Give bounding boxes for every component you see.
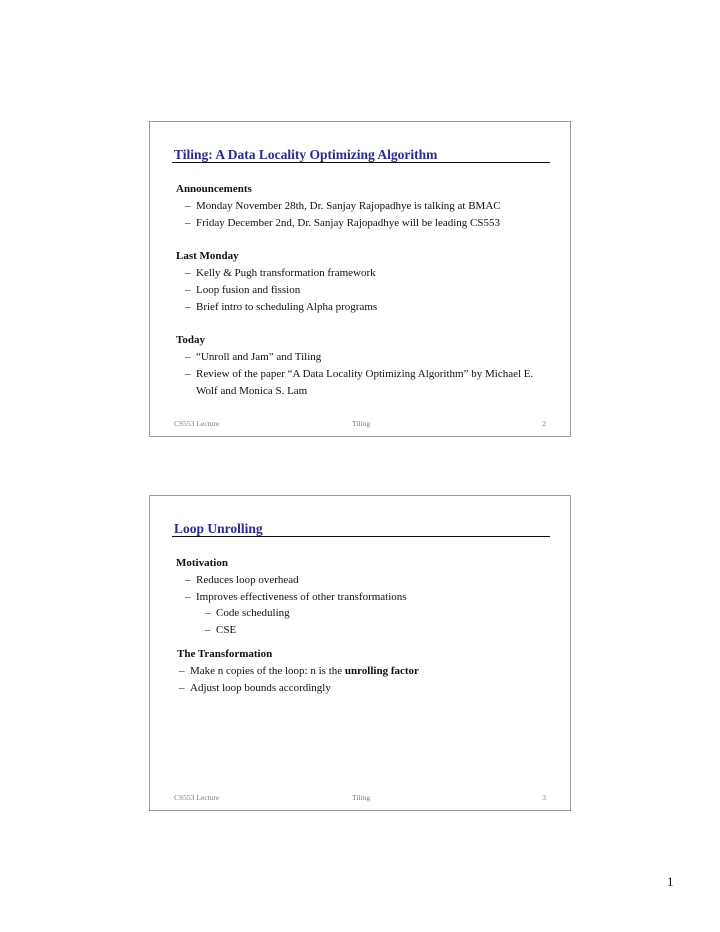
- bullet-item: – Improves effectiveness of other transformations: [176, 589, 556, 606]
- section-last-monday: [176, 248, 556, 315]
- slide-body: [176, 555, 556, 713]
- footer-slide-number: 2: [542, 419, 546, 428]
- slide-tiling: [149, 121, 571, 437]
- bullet-item: [176, 663, 556, 680]
- slide-loop-unrolling: [149, 495, 571, 811]
- section-heading: The Transformation: [177, 647, 273, 660]
- sub-bullet-item: – Code scheduling: [176, 605, 556, 622]
- bullet-item: – Adjust loop bounds accordingly: [176, 680, 556, 697]
- bullet-item: – Monday November 28th, Dr. Sanjay Rajopadhye is talking at BMAC: [176, 198, 556, 215]
- footer-topic: Tiling: [352, 419, 371, 428]
- title-divider: [172, 536, 550, 537]
- slide-body: [176, 181, 556, 416]
- title-divider: [172, 162, 550, 163]
- bullet-item: – Loop fusion and fission: [176, 282, 556, 299]
- footer-course: CS553 Lecture: [174, 793, 220, 802]
- section-announcements: [176, 181, 556, 231]
- bullet-item: – Friday December 2nd, Dr. Sanjay Rajopadhye will be leading CS553: [176, 215, 556, 232]
- bullet-item: – Kelly & Pugh transformation framework: [176, 265, 556, 282]
- footer-slide-number: 3: [542, 793, 546, 802]
- section-heading: Today: [176, 334, 205, 347]
- bullet-item: – Brief intro to scheduling Alpha programs: [176, 299, 556, 316]
- section-heading: Last Monday: [176, 250, 239, 263]
- slide-title: Tiling: A Data Locality Optimizing Algorithm: [174, 147, 438, 162]
- bullet-item: – “Unroll and Jam” and Tiling: [176, 349, 556, 366]
- section-today: [176, 332, 556, 399]
- page-number: 1: [667, 874, 674, 889]
- bullet-item: – Review of the paper “A Data Locality Optimizing Algorithm” by Michael E. Wolf and Monica S. Lam: [176, 366, 556, 400]
- slide-title: Loop Unrolling: [174, 521, 263, 536]
- bullet-item: – Reduces loop overhead: [176, 572, 556, 589]
- bullet-text: Make n copies of the loop: n is the: [190, 664, 345, 677]
- footer-course: CS553 Lecture: [174, 419, 220, 428]
- section-transformation: [176, 646, 556, 696]
- footer-topic: Tiling: [352, 793, 371, 802]
- sub-bullet-item: – CSE: [176, 622, 556, 639]
- bold-term: unrolling factor: [344, 664, 419, 677]
- section-heading: Announcements: [176, 183, 252, 195]
- section-heading: Motivation: [176, 557, 228, 569]
- section-motivation: [176, 555, 556, 639]
